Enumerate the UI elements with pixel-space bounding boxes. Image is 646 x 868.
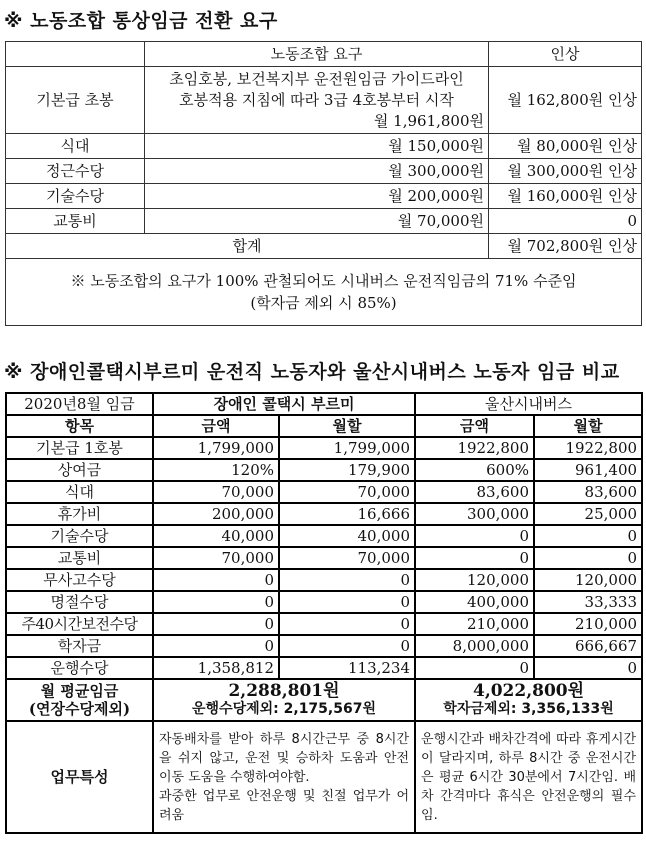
section2-title: ※ 장애인콜택시부르미 운전직 노동자와 울산시내버스 노동자 임금 비교 <box>4 361 620 383</box>
header-group-b: 울산시내버스 <box>415 393 642 415</box>
row-a-monthly: 0 <box>279 613 415 635</box>
note-line: (학자금 제외 시 85%) <box>250 294 397 312</box>
row-a-amount: 0 <box>153 613 279 635</box>
row-raise: 월 80,000원 인상 <box>489 134 642 159</box>
row-b-monthly: 666,667 <box>534 635 642 657</box>
row-a-monthly: 0 <box>279 635 415 657</box>
row-b-monthly: 33,333 <box>534 591 642 613</box>
row-b-amount: 0 <box>415 547 534 569</box>
row-item: 기술수당 <box>6 184 145 209</box>
sub-header-row <box>6 415 642 437</box>
header-b-amount: 금액 <box>415 415 534 437</box>
header-b-monthly: 월할 <box>534 415 642 437</box>
row-b-amount: 8,000,000 <box>415 635 534 657</box>
note <box>6 259 642 326</box>
row-b-amount: 0 <box>415 525 534 547</box>
demand-line: 초임호봉, 보건복지부 운전원임금 가이드라인 <box>169 69 464 88</box>
row-a-amount: 120% <box>153 459 279 481</box>
row-item: 식대 <box>6 134 145 159</box>
row-demand: 월 150,000원 <box>145 134 489 159</box>
table-row <box>6 591 642 613</box>
table-row <box>6 209 642 234</box>
row-item: 기본급 초봉 <box>6 67 145 134</box>
row-a-monthly: 70,000 <box>279 481 415 503</box>
row-a-monthly: 70,000 <box>279 547 415 569</box>
table-row <box>6 437 642 459</box>
row-a-amount: 40,000 <box>153 525 279 547</box>
row-item: 기술수당 <box>6 525 153 547</box>
total-label: 합계 <box>6 234 489 259</box>
demand-line: 월 1,961,800원 <box>373 111 484 130</box>
row-item: 명절수당 <box>6 591 153 613</box>
header-a-amount: 금액 <box>153 415 279 437</box>
row-item: 무사고수당 <box>6 569 153 591</box>
table-row <box>6 134 642 159</box>
row-a-monthly: 1,799,000 <box>279 437 415 459</box>
row-b-amount: 83,600 <box>415 481 534 503</box>
table-row <box>6 159 642 184</box>
row-item: 학자금 <box>6 635 153 657</box>
row-b-monthly: 83,600 <box>534 481 642 503</box>
table-row <box>6 67 642 134</box>
row-raise: 월 160,000원 인상 <box>489 184 642 209</box>
row-a-amount: 1,358,812 <box>153 657 279 679</box>
average-label-line1: 월 평균임금 <box>40 682 119 700</box>
row-b-monthly: 961,400 <box>534 459 642 481</box>
demand-line: 호봉적용 지침에 따라 3급 4호봉부터 시작 <box>179 90 454 109</box>
group-header-row <box>6 393 642 415</box>
row-item: 정근수당 <box>6 159 145 184</box>
table-row <box>6 569 642 591</box>
table-row <box>6 184 642 209</box>
work-b-line: 운행시간과 배차간격에 따라 휴게시간이 달라지며, 하루 8시간 중 운전시간은 평균 6시간 30분에서 7시간임. 배차 간격마다 휴식은 안전운행의 필수임. <box>421 731 637 823</box>
table-row <box>6 657 642 679</box>
wage-comparison-table <box>5 392 643 834</box>
row-a-amount: 200,000 <box>153 503 279 525</box>
row-b-amount: 600% <box>415 459 534 481</box>
row-demand: 월 300,000원 <box>145 159 489 184</box>
row-a-amount: 0 <box>153 635 279 657</box>
table-row <box>6 613 642 635</box>
row-item: 교통비 <box>6 209 145 234</box>
row-b-monthly: 210,000 <box>534 613 642 635</box>
row-raise: 0 <box>489 209 642 234</box>
row-raise: 월 162,800원 인상 <box>489 67 642 134</box>
average-label-line2: (연장수당제외) <box>28 700 131 718</box>
row-a-monthly: 0 <box>279 569 415 591</box>
row-item: 휴가비 <box>6 503 153 525</box>
table-header-row <box>6 42 642 67</box>
row-b-monthly: 120,000 <box>534 569 642 591</box>
row-a-monthly: 40,000 <box>279 525 415 547</box>
average-b-sub: 학자금제외: 3,356,133원 <box>443 701 614 717</box>
header-group-a: 장애인 콜택시 부르미 <box>153 393 415 415</box>
row-b-monthly: 25,000 <box>534 503 642 525</box>
union-demand-table <box>5 41 642 326</box>
row-b-amount: 120,000 <box>415 569 534 591</box>
header-raise: 인상 <box>489 42 642 67</box>
work-a-line: 과중한 업무로 안전운행 및 친절 업무가 어려움 <box>159 788 410 823</box>
row-item: 주40시간보전수당 <box>6 613 153 635</box>
work-label: 업무특성 <box>6 721 153 833</box>
row-b-monthly: 1922,800 <box>534 437 642 459</box>
row-item: 상여금 <box>6 459 153 481</box>
row-b-amount: 300,000 <box>415 503 534 525</box>
average-b-total: 4,022,800원 <box>472 681 585 701</box>
row-a-amount: 0 <box>153 591 279 613</box>
work-characteristics-row <box>6 721 642 833</box>
row-a-monthly: 0 <box>279 591 415 613</box>
row-a-amount: 70,000 <box>153 481 279 503</box>
row-b-amount: 0 <box>415 657 534 679</box>
average-wage-row <box>6 679 642 721</box>
row-a-monthly: 179,900 <box>279 459 415 481</box>
table-row <box>6 459 642 481</box>
header-a-monthly: 월할 <box>279 415 415 437</box>
row-b-amount: 210,000 <box>415 613 534 635</box>
table-row <box>6 503 642 525</box>
work-a-line: 자동배차를 받아 하루 8시간근무 중 8시간을 쉬지 않고, 운전 및 승하차 도움과 안전 이동 도움을 수행하여야함. <box>159 731 410 785</box>
average-group-a <box>153 679 415 721</box>
row-item: 식대 <box>6 481 153 503</box>
header-blank <box>6 42 145 67</box>
average-a-total: 2,288,801원 <box>228 681 340 701</box>
row-a-amount: 70,000 <box>153 547 279 569</box>
header-item: 항목 <box>6 415 153 437</box>
row-a-amount: 0 <box>153 569 279 591</box>
row-b-monthly: 0 <box>534 657 642 679</box>
work-description-a <box>153 721 415 833</box>
row-b-monthly: 0 <box>534 525 642 547</box>
work-description-b <box>415 721 642 833</box>
row-raise: 월 300,000원 인상 <box>489 159 642 184</box>
table-row <box>6 635 642 657</box>
row-b-amount: 400,000 <box>415 591 534 613</box>
row-a-amount: 1,799,000 <box>153 437 279 459</box>
row-demand: 월 70,000원 <box>145 209 489 234</box>
total-raise: 월 702,800원 인상 <box>489 234 642 259</box>
table-row <box>6 481 642 503</box>
row-b-monthly: 0 <box>534 547 642 569</box>
average-a-sub: 운행수당제외: 2,175,567원 <box>192 701 376 717</box>
row-a-monthly: 113,234 <box>279 657 415 679</box>
note-row <box>6 259 642 326</box>
row-item: 기본급 1호봉 <box>6 437 153 459</box>
row-demand <box>145 67 489 134</box>
row-b-amount: 1922,800 <box>415 437 534 459</box>
header-demand: 노동조합 요구 <box>145 42 489 67</box>
average-label <box>6 679 153 721</box>
row-item: 운행수당 <box>6 657 153 679</box>
row-a-monthly: 16,666 <box>279 503 415 525</box>
table-row <box>6 525 642 547</box>
table-row <box>6 547 642 569</box>
section1-title: ※ 노동조합 통상임금 전환 요구 <box>4 10 278 32</box>
row-demand: 월 200,000원 <box>145 184 489 209</box>
average-group-b <box>415 679 642 721</box>
total-row <box>6 234 642 259</box>
header-period: 2020년8월 임금 <box>6 393 153 415</box>
note-line: ※ 노동조합의 요구가 100% 관철되어도 시내버스 운전직임금의 71% 수준임 <box>70 272 577 290</box>
row-item: 교통비 <box>6 547 153 569</box>
